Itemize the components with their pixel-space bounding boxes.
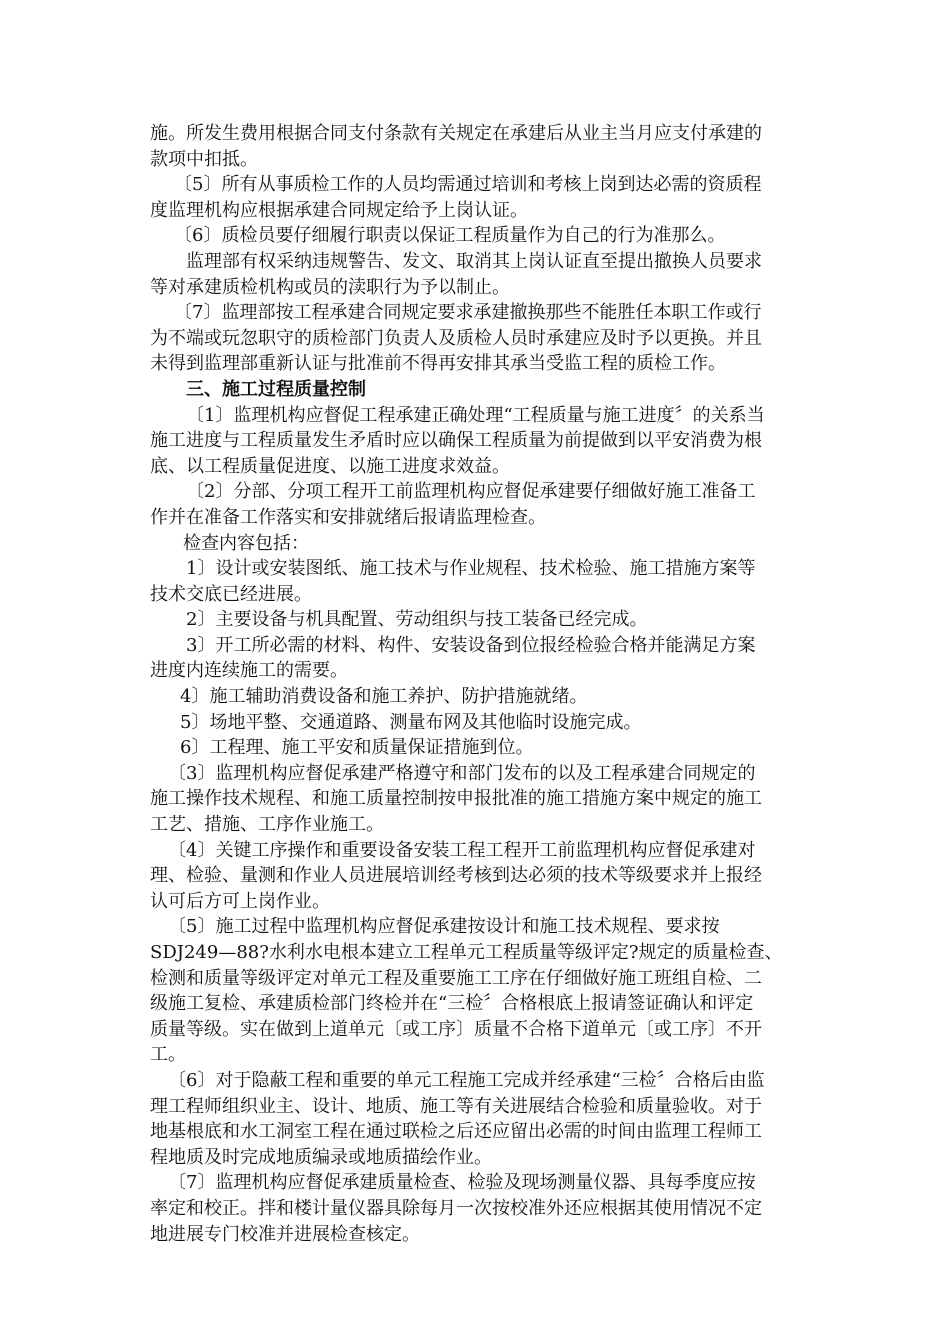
text-line: 3〕开工所必需的材料、构件、安装设备到位报经检验合格并能满足方案 xyxy=(186,634,756,656)
text-line: 〔7〕监理机构应督促承建质量检查、检验及现场测量仪器、具每季度应按 xyxy=(168,1172,756,1194)
text-line: SDJ249—88?水利水电根本建立工程单元工程质量等级评定?规定的质量检查、 xyxy=(150,942,783,963)
text-line: 施。所发生费用根据合同支付条款有关规定在承建后从业主当月应支付承建的 xyxy=(150,123,762,144)
text-line: 〔3〕监理机构应督促承建严格遵守和部门发布的以及工程承建合同规定的 xyxy=(168,762,756,784)
text-line: 监理部有权采纳违规警告、发文、取消其上岗认证直至提出撤换人员要求 xyxy=(186,250,762,272)
text-line: 施工进度与工程质量发生矛盾时应以确保工程质量为前提做到以平安消费为根 xyxy=(150,430,762,452)
text-line: 4〕施工辅助消费设备和施工养护、防护措施就绪。 xyxy=(180,686,588,708)
text-line: 〔2〕分部、分项工程开工前监理机构应督促承建要仔细做好施工准备工 xyxy=(186,481,756,503)
text-line: 作并在准备工作落实和安排就绪后报请监理检查。 xyxy=(150,506,546,528)
text-line: 级施工复检、承建质检部门终检并在“三检〞合格根底上报请签证确认和评定 xyxy=(150,993,754,1015)
text-line: 款项中扣抵。 xyxy=(150,148,258,170)
text-line: 〔5〕所有从事质检工作的人员均需通过培训和考核上岗到达必需的资质程 xyxy=(174,174,762,196)
text-line: 率定和校正。拌和楼计量仪器具除每月一次按校准外还应根据其使用情况不定 xyxy=(150,1197,762,1219)
text-line: 〔4〕关键工序操作和重要设备安装工程工程开工前监理机构应督促承建对 xyxy=(168,839,756,861)
text-line: 检查内容包括： xyxy=(183,532,309,554)
text-line: 认可后方可上岗作业。 xyxy=(150,890,330,912)
text-line: 工艺、措施、工序作业施工。 xyxy=(150,814,384,836)
text-line: 工。 xyxy=(150,1044,186,1066)
text-line: 度监理机构应根据承建合同规定给予上岗认证。 xyxy=(150,199,528,221)
text-line: 地进展专门校准并进展检查核定。 xyxy=(150,1223,420,1245)
text-line: 6〕工程理、施工平安和质量保证措施到位。 xyxy=(180,737,534,759)
text-line: 进度内连续施工的需要。 xyxy=(150,660,348,682)
text-line: 检测和质量等级评定对单元工程及重要施工工序在仔细做好施工班组自检、二 xyxy=(150,967,762,989)
text-line: 技术交底已经进展。 xyxy=(150,583,312,605)
text-line: 5〕场地平整、交通道路、测量布网及其他临时设施完成。 xyxy=(180,711,642,733)
document-body xyxy=(150,121,800,1247)
text-line: 未得到监理部重新认证与批准前不得再安排其承当受监工程的质检工作。 xyxy=(150,353,726,375)
text-line: 理、检验、量测和作业人员进展培训经考核到达必须的技术等级要求并上报经 xyxy=(150,865,762,887)
text-line: 〔6〕质检员要仔细履行职责以保证工程质量作为自己的行为准那么。 xyxy=(174,225,726,247)
text-line: 〔6〕对于隐蔽工程和重要的单元工程施工完成并经承建“三检〞合格后由监 xyxy=(168,1069,765,1091)
text-line: 地基根底和水工洞室工程在通过联检之后还应留出必需的时间由监理工程师工 xyxy=(150,1121,762,1143)
text-line: 〔5〕施工过程中监理机构应督促承建按设计和施工技术规程、要求按 xyxy=(168,916,720,938)
section-heading: 三、施工过程质量控制 xyxy=(186,378,366,400)
text-line: 为不端或玩忽职守的质检部门负责人及质检人员时承建应及时予以更换。并且 xyxy=(150,327,762,349)
text-line: 〔7〕监理部按工程承建合同规定要求承建撤换那些不能胜任本职工作或行 xyxy=(174,302,762,324)
text-line: 等对承建质检机构或员的渎职行为予以制止。 xyxy=(150,276,510,298)
text-line: 施工操作技术规程、和施工质量控制按申报批准的施工措施方案中规定的施工 xyxy=(150,788,762,810)
text-line: 1〕设计或安装图纸、施工技术与作业规程、技术检验、施工措施方案等 xyxy=(186,558,756,580)
text-line: 程地质及时完成地质编录或地质描绘作业。 xyxy=(150,1146,492,1168)
text-line: 底、以工程质量促进度、以施工进度求效益。 xyxy=(150,455,510,477)
text-line: 〔1〕监理机构应督促工程承建正确处理“工程质量与施工进度〞的关系当 xyxy=(186,404,765,426)
text-line: 2〕主要设备与机具配置、劳动组织与技工装备已经完成。 xyxy=(186,609,648,631)
text-line: 理工程师组织业主、设计、地质、施工等有关进展结合检验和质量验收。对于 xyxy=(150,1095,762,1117)
text-line: 质量等级。实在做到上道单元〔或工序〕质量不合格下道单元〔或工序〕不开 xyxy=(150,1018,762,1040)
